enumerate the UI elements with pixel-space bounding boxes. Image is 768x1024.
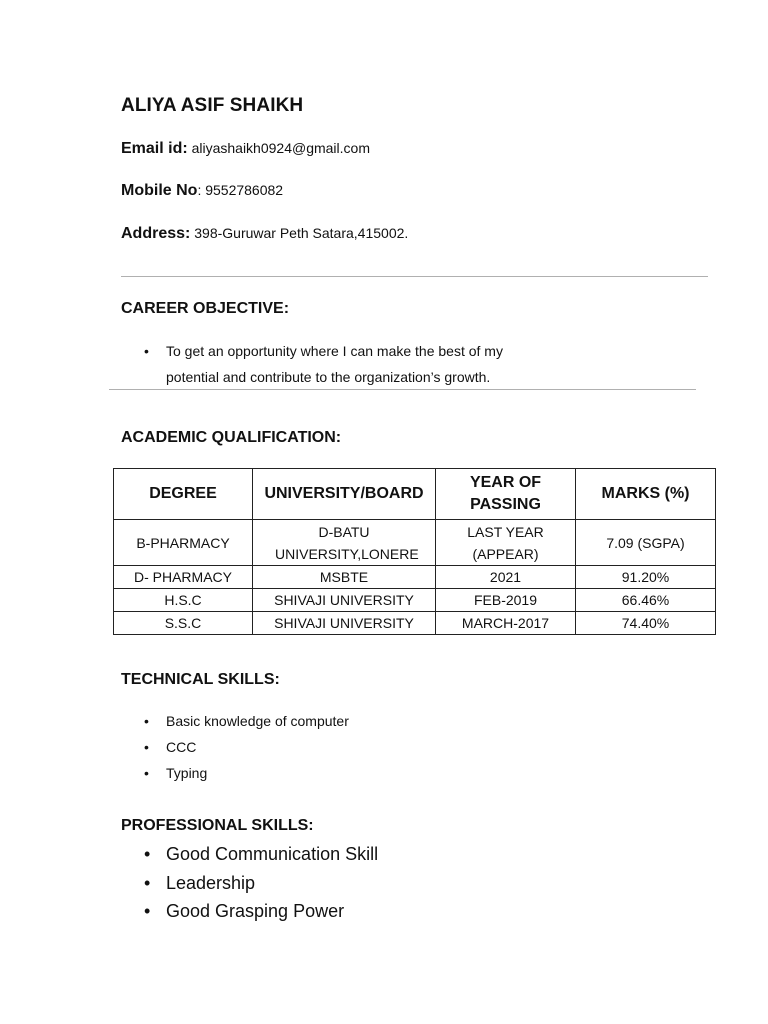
- list-item: [121, 338, 681, 364]
- table-cell: D-BATU UNIVERSITY,LONERE: [253, 520, 436, 566]
- professional-skills-heading: PROFESSIONAL SKILLS:: [121, 817, 314, 834]
- table-row: [114, 589, 716, 612]
- list-item: [121, 897, 521, 926]
- bullet-icon: •: [144, 713, 149, 729]
- table-row: [114, 520, 716, 566]
- bullet-icon: •: [144, 872, 151, 893]
- address-value: 398-Guruwar Peth Satara,415002.: [194, 225, 409, 241]
- column-header-marks: MARKS (%): [576, 469, 716, 520]
- column-header-university: UNIVERSITY/BOARD: [253, 469, 436, 520]
- list-item: [121, 869, 521, 898]
- bullet-icon: •: [144, 739, 149, 755]
- divider-top: [121, 276, 708, 277]
- table-cell: D- PHARMACY: [114, 566, 253, 589]
- objective-text-line-2: potential and contribute to the organization’s growth.: [166, 369, 491, 385]
- table-cell: 91.20%: [576, 566, 716, 589]
- email-label: Email id:: [121, 140, 188, 157]
- bullet-icon: •: [144, 844, 151, 864]
- career-objective-heading: CAREER OBJECTIVE:: [121, 300, 290, 317]
- skill-text: CCC: [166, 739, 197, 755]
- list-item: [121, 734, 521, 760]
- table-cell: H.S.C: [114, 589, 253, 612]
- professional-skills-list: [121, 840, 521, 926]
- bullet-icon: •: [144, 343, 149, 359]
- technical-skills-heading: TECHNICAL SKILLS:: [121, 671, 280, 688]
- table-cell: SHIVAJI UNIVERSITY: [253, 589, 436, 612]
- technical-skills-list: [121, 708, 521, 786]
- table-cell: FEB-2019: [436, 589, 576, 612]
- mobile-line: [121, 182, 283, 200]
- table-cell: SHIVAJI UNIVERSITY: [253, 612, 436, 635]
- table-header-row: [114, 469, 716, 520]
- email-value: aliyashaikh0924@gmail.com: [191, 140, 370, 156]
- email-line: [121, 140, 370, 158]
- divider-bottom: [109, 389, 696, 390]
- academic-heading: ACADEMIC QUALIFICATION:: [121, 429, 342, 446]
- list-item: [121, 364, 681, 390]
- table-cell: B-PHARMACY: [114, 520, 253, 566]
- table-row: [114, 566, 716, 589]
- table-cell: 66.46%: [576, 589, 716, 612]
- skill-text: Basic knowledge of computer: [166, 713, 349, 729]
- career-objective-list: [121, 338, 681, 390]
- address-line: [121, 225, 408, 243]
- skill-text: Leadership: [166, 872, 256, 893]
- column-header-degree: DEGREE: [114, 469, 253, 520]
- skill-text: Typing: [166, 765, 208, 781]
- table-cell: LAST YEAR (APPEAR): [436, 520, 576, 566]
- bullet-icon: •: [144, 765, 149, 781]
- table-cell: MSBTE: [253, 566, 436, 589]
- mobile-value: : 9552786082: [197, 182, 284, 198]
- list-item: [121, 840, 521, 869]
- list-item: [121, 708, 521, 734]
- skill-text: Good Communication Skill: [166, 844, 379, 864]
- list-item: [121, 760, 521, 786]
- candidate-name: ALIYA ASIF SHAIKH: [121, 95, 304, 116]
- table-cell: 2021: [436, 566, 576, 589]
- mobile-label: Mobile No: [121, 182, 198, 199]
- table-cell: S.S.C: [114, 612, 253, 635]
- skill-text: Good Grasping Power: [166, 901, 345, 921]
- objective-text-line-1: To get an opportunity where I can make the best of my: [166, 343, 503, 359]
- bullet-icon: •: [144, 901, 151, 921]
- table-cell: 7.09 (SGPA): [576, 520, 716, 566]
- table-cell: MARCH-2017: [436, 612, 576, 635]
- table-cell: 74.40%: [576, 612, 716, 635]
- address-label: Address:: [121, 225, 191, 242]
- table-row: [114, 612, 716, 635]
- column-header-year: YEAR OF PASSING: [436, 469, 576, 520]
- academic-table: [113, 468, 716, 635]
